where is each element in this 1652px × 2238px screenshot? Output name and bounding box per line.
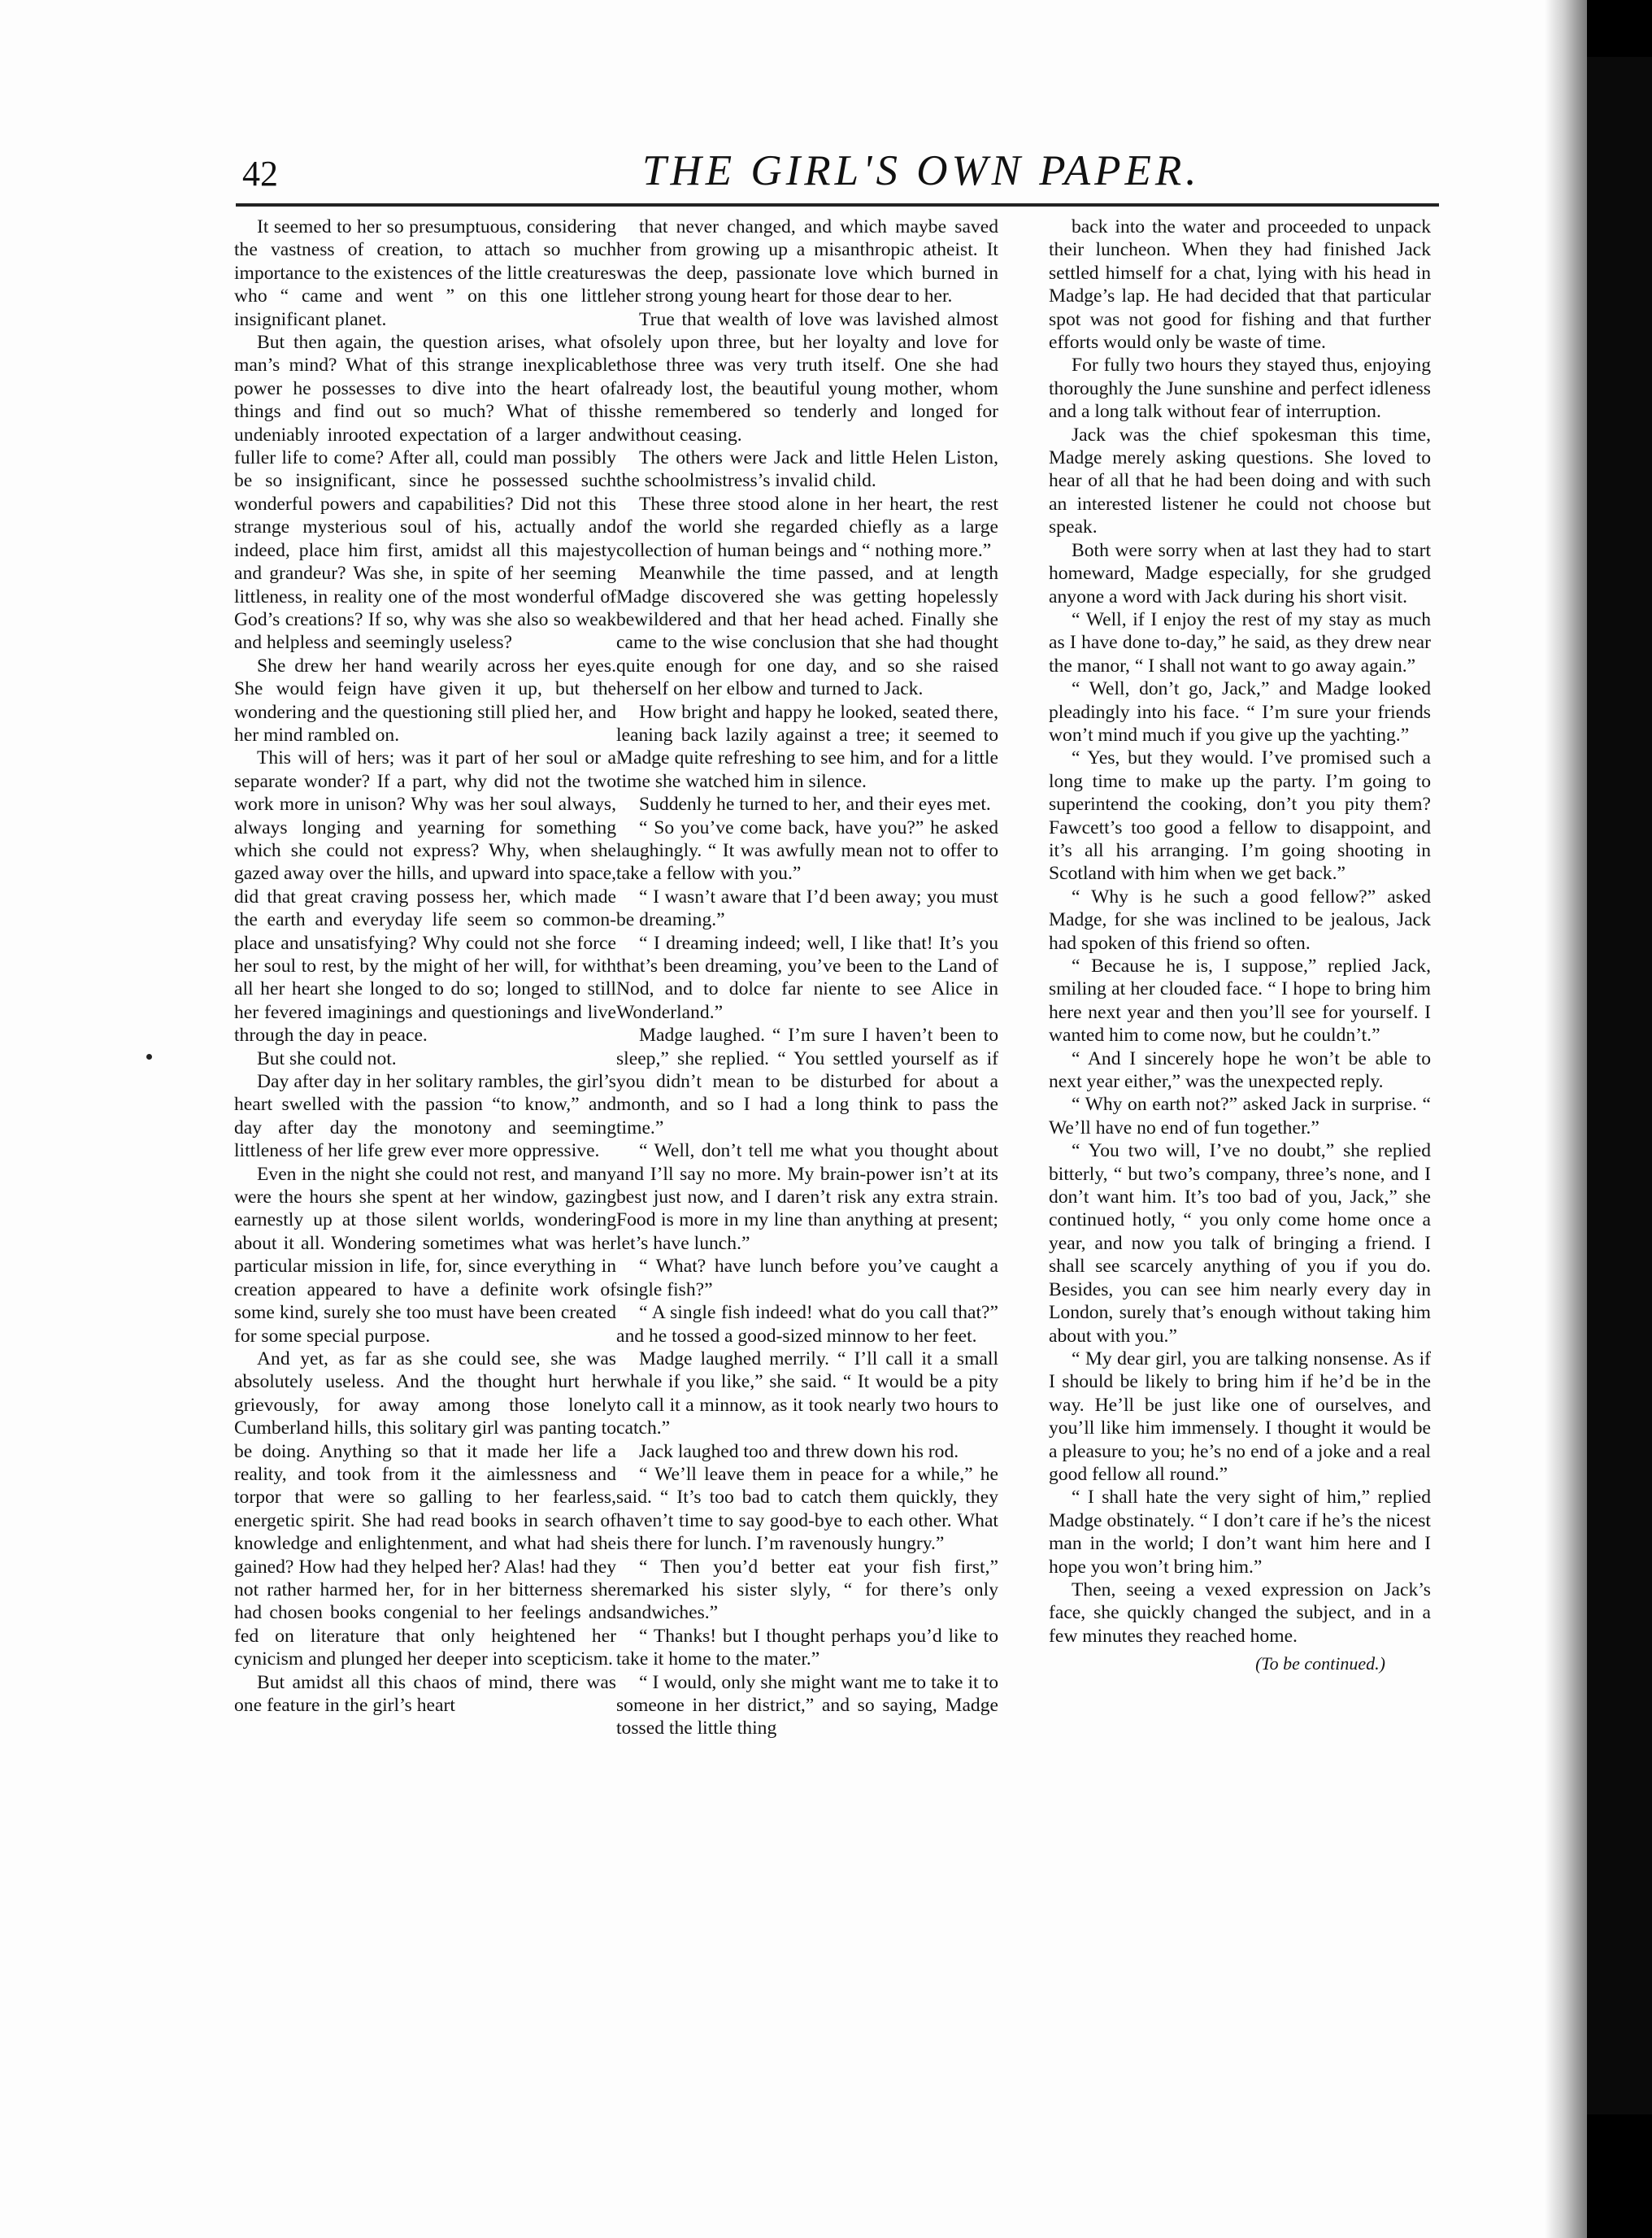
paragraph: “ I shall hate the very sight of him,” replied Madge obstinately. “ I don’t care if he’s the nicest man in the world; I don’t want him here and I hope you won’t bring him.” — [1049, 1487, 1431, 1578]
margin-speck — [146, 1054, 152, 1060]
paragraph: Madge laughed merrily. “ I’ll call it a small whale if you like,” she said. “ It would be a pity to call it a minnow, as it took nearly two hours to catch.” — [616, 1348, 998, 1439]
paragraph: “ Because he is, I suppose,” replied Jack, smiling at her clouded face. “ I hope to bring him here next year and then you’ll see for yourself. I wanted him to come now, but he couldn’t.” — [1049, 956, 1431, 1047]
paragraph: “ We’ll leave them in peace for a while,” he said. “ It’s too bad to catch them quickly, they haven’t time to say good-bye to each other. What is there for lunch. I’m ravenously hungry.” — [616, 1463, 998, 1555]
paragraph: For fully two hours they stayed thus, enjoying thoroughly the June sunshine and perfect idleness and a long talk without fear of interruption. — [1049, 355, 1431, 423]
paragraph: But then again, the question arises, what of man’s mind? What of this strange inexplicable power he possesses to dive into the heart of things and find out so much? What of this undeniably inrooted expectation of a larger and fuller life to come? After all, could man possibly be so insignificant, since he possessed such wonderful powers and capabilities? Did not this strange mysterious soul of his, actually and indeed, place him first, amidst all this majesty and grandeur? Was she, in spite of her seeming littleness, in reality one of the most wonderful of God’s creations? If so, why was she also so weak and helpless and seemingly useless? — [234, 332, 616, 654]
text-column-2 — [616, 216, 998, 1740]
paragraph: Jack laughed too and threw down his rod. — [639, 1440, 959, 1462]
paragraph: She drew her hand wearily across her eyes. She would feign have given it up, but the wondering and the questioning still plied her, and her mind rambled on. — [234, 655, 616, 746]
page-number: 42 — [242, 154, 278, 194]
paragraph: Meanwhile the time passed, and at length Madge discovered she was getting hopelessly bewildered and that her head ached. Finally she came to the wise conclusion that she had thought quite enough for one day, and so she raised herself on her elbow and turned to Jack. — [616, 563, 998, 700]
paragraph: “ I wasn’t aware that I’d been away; you must be dreaming.” — [616, 886, 998, 931]
paragraph: “ Well, if I enjoy the rest of my stay as much as I have done to-day,” he said, as they drew near the manor, “ I shall not want to go away again.” — [1049, 608, 1431, 677]
page-spine-shadow — [1545, 0, 1587, 2238]
running-title: THE GIRL'S OWN PAPER. — [642, 147, 1201, 194]
paragraph: The others were Jack and little Helen Liston, the schoolmistress’s invalid child. — [616, 447, 998, 492]
paragraph: “ Then you’d better eat your fish first,” remarked his sister slyly, “ for there’s only sandwiches.” — [616, 1556, 998, 1624]
paragraph: “ A single fish indeed! what do you call that?” and he tossed a good-sized minnow to her feet. — [616, 1302, 998, 1347]
paragraph: “ Well, don’t go, Jack,” and Madge looked pleadingly into his face. “ I’m sure your friends won’t mind much if you give up the yachting.” — [1049, 678, 1431, 746]
header-rule — [236, 203, 1439, 207]
paragraph: But amidst all this chaos of mind, there was one feature in the girl’s heart — [234, 1671, 616, 1716]
paragraph: back into the water and proceeded to unpack their luncheon. When they had finished Jack settled himself for a chat, lying with his head in Madge’s lap. He had decided that that particular spot was not good for fishing and that further efforts would only be waste of time. — [1049, 216, 1431, 354]
paragraph: These three stood alone in her heart, the rest of the world she regarded chiefly as a large collection of human beings and “ nothing more.” — [616, 493, 998, 561]
paragraph: “ You two will, I’ve no doubt,” she replied bitterly, “ but two’s company, three’s none, and I don’t want him. It’s too bad of you, Jack,” she continued hotly, “ you only come home once a year, and now you talk of bringing a friend. I shall see scarcely anything of you if you do. Besides, you can see him nearly every day in London, surely that’s enough without taking him about with you.” — [1049, 1140, 1431, 1347]
paragraph: “ Well, don’t tell me what you thought about and I’ll say no more. My brain-power isn’t at its best just now, and I daren’t risk any extra strain. Food is more in my line than anything at present; let’s have lunch.” — [616, 1140, 998, 1254]
paragraph: It seemed to her so presumptuous, considering the vastness of creation, to attach so much importance to the existences of the little creatures who “ came and went ” on this one little insignificant planet. — [234, 216, 616, 330]
paragraph: Day after day in her solitary rambles, the girl’s heart swelled with the passion “to know,” and day after day the monotony and seeming littleness of her life grew ever more oppressive. — [234, 1071, 616, 1162]
text-column-1 — [234, 216, 616, 1717]
paragraph: True that wealth of love was lavished almost solely upon three, but her loyalty and love for those three was very truth itself. One she had already lost, the beautiful young mother, whom she remembered so tenderly and longed for without ceasing. — [616, 308, 998, 446]
paragraph: Suddenly he turned to her, and their eyes met. — [639, 794, 991, 816]
paragraph: “ Thanks! but I thought perhaps you’d like to take it home to the mater.” — [616, 1625, 998, 1670]
paragraph: “ What? have lunch before you’ve caught a single fish?” — [616, 1256, 998, 1300]
paragraph: Madge laughed. “ I’m sure I haven’t been to sleep,” she replied. “ You settled yourself as if you didn’t mean to be disturbed for about a month, and so I had a long think to pass the time.” — [616, 1025, 998, 1139]
paragraph: Jack was the chief spokesman this time, Madge merely asking questions. She loved to hear of all that he had been doing and with such an interested listener he could not choose but speak. — [1049, 424, 1431, 538]
paragraph: Even in the night she could not rest, and many were the hours she spent at her window, gazing earnestly up at those silent worlds, wondering about it all. Wondering sometimes what was her particular mission in life, for, since everything in creation appeared to have a definite work of some kind, surely she too must have been created for some special purpose. — [234, 1163, 616, 1347]
paragraph: “ I dreaming indeed; well, I like that! It’s you that’s been dreaming, you’ve been to the Land of Nod, and to dolce far niente to see Alice in Wonderland.” — [616, 932, 998, 1023]
paragraph: Both were sorry when at last they had to start homeward, Madge especially, for she grudged anyone a word with Jack during his short visit. — [1049, 539, 1431, 607]
paragraph: “ Yes, but they would. I’ve promised such a long time to make up the party. I’m going to superintend the cooking, don’t you pity them? Fawcett’s too good a fellow to disappoint, and it’s all his arranging. I’m going shooting in Scotland with him when we get back.” — [1049, 747, 1431, 885]
paragraph: “ Why on earth not?” asked Jack in surprise. “ We’ll have no end of fun together.” — [1049, 1094, 1431, 1139]
paragraph: that never changed, and which maybe saved her from growing up a misanthropic atheist. It was the deep, passionate love which burned in her strong young heart for those dear to her. — [616, 216, 998, 307]
paragraph: “ So you’ve come back, have you?” he asked laughingly. “ It was awfully mean not to offer to take a fellow with you.” — [616, 816, 998, 885]
paragraph: “ I would, only she might want me to take it to someone in her district,” and so saying, Madge tossed the little thing — [616, 1671, 998, 1739]
paragraph: But she could not. — [257, 1047, 397, 1069]
paragraph: “ Why is he such a good fellow?” asked Madge, for she was inclined to be jealous, Jack had spoken of this friend so often. — [1049, 886, 1431, 954]
paragraph: This will of hers; was it part of her soul or a separate wonder? If a part, why did not the two work more in unison? Why was her soul always, always longing and yearning for something which she could not express? Why, when she gazed away over the hills, and upward into space, did that great craving possess her, which made the earth and everyday life seem so common-place and unsatisfying? Why could not she force her soul to rest, by the might of her will, for with all her heart she longed to do so; longed to still her fevered imaginings and questionings and live through the day in peace. — [234, 747, 616, 1047]
paragraph: And yet, as far as she could see, she was absolutely useless. And the thought hurt her grievously, for away among those lonely Cumberland hills, this solitary girl was panting to be doing. Anything so that it made her life a reality, and took from it the aimlessness and torpor that were so galling to her fearless, energetic spirit. She had read books in search of knowledge and enlightenment, and what had she gained? How had they helped her? Alas! had they not rather harmed her, for in her bitterness she had chosen books congenial to her feelings and fed on literature that only heightened her cynicism and plunged her deeper into scepticism. — [234, 1348, 616, 1670]
paragraph: “ My dear girl, you are talking nonsense. As if I should be likely to bring him if he’d be in the way. He’ll be just like one of ourselves, and you’ll like him immensely. I thought it would be a pleasure to you; he’s no end of a joke and a real good fellow all round.” — [1049, 1348, 1431, 1485]
paragraph: Then, seeing a vexed expression on Jack’s face, she quickly changed the subject, and in a few minutes they reached home. — [1049, 1578, 1431, 1647]
facing-page-edge — [1587, 57, 1652, 2114]
paragraph: “ And I sincerely hope he won’t be able to next year either,” was the unexpected reply. — [1049, 1047, 1431, 1093]
text-column-3 — [1049, 216, 1431, 1676]
to-be-continued: (To be continued.) — [1255, 1653, 1385, 1674]
paragraph: How bright and happy he looked, seated there, leaning back lazily against a tree; it seemed to Madge quite refreshing to see him, and for a little time she watched him in silence. — [616, 701, 998, 792]
